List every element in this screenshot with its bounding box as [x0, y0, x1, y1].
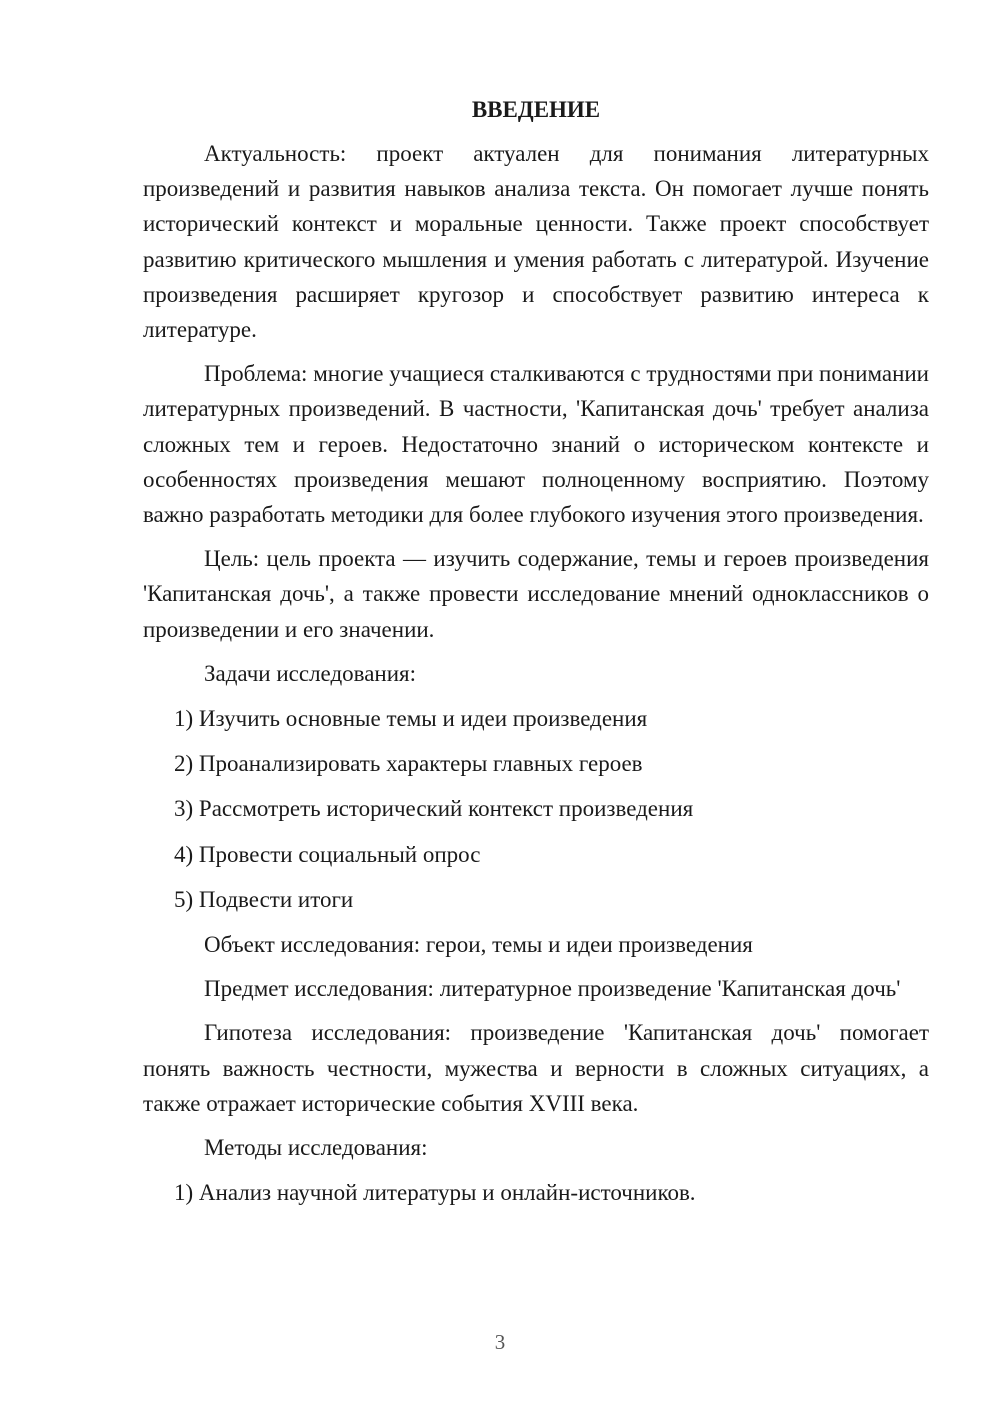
- page-number: 3: [494, 1330, 506, 1354]
- tasks-heading: Задачи исследования:: [204, 660, 417, 686]
- problem-paragraph: Проблема: многие учащиеся сталкиваются с трудностями при понимании литературных произведений. В частности, 'Капитанская дочь' требует анализа сложных тем и героев. Недостаточно знаний о историческом контексте и особенностях произведения мешают полноценному восприятию. Поэтому важно разработать методики для более глубокого изучения этого произведения.: [143, 361, 929, 528]
- task-item: 2) Проанализировать характеры главных героев: [174, 751, 643, 777]
- subject-paragraph: Предмет исследования: литературное произведение 'Капитанская дочь': [204, 976, 901, 1002]
- tasks-list: [143, 701, 929, 917]
- object-paragraph: Объект исследования: герои, темы и идеи произведения: [204, 932, 753, 958]
- goal-paragraph: Цель: цель проекта — изучить содержание, темы и героев произведения 'Капитанская дочь', а также провести исследование мнений одноклассников о произведении и его значении.: [143, 546, 929, 642]
- task-item: 1) Изучить основные темы и идеи произведения: [174, 706, 648, 732]
- methods-heading: Методы исследования:: [204, 1135, 428, 1161]
- methods-list: [143, 1175, 929, 1210]
- document-page: [143, 90, 929, 1220]
- task-item: 5) Подвести итоги: [174, 886, 354, 912]
- relevance-paragraph: Актуальность: проект актуален для понимания литературных произведений и развития навыков анализа текста. Он помогает лучше понять исторический контекст и моральные ценности. Также проект способствует развитию критического мышления и умения работать с литературой. Изучение произведения расширяет кругозор и способствует развитию интереса к литературе.: [143, 141, 929, 343]
- method-item: 1) Анализ научной литературы и онлайн-источников.: [174, 1180, 696, 1206]
- hypothesis-paragraph: Гипотеза исследования: произведение 'Капитанская дочь' помогает понять важность честности, мужества и верности в сложных ситуациях, а также отражает исторические события XVIII века.: [143, 1020, 929, 1116]
- section-title: ВВЕДЕНИЕ: [471, 97, 601, 122]
- task-item: 4) Провести социальный опрос: [174, 841, 481, 867]
- task-item: 3) Рассмотреть исторический контекст произведения: [174, 796, 694, 822]
